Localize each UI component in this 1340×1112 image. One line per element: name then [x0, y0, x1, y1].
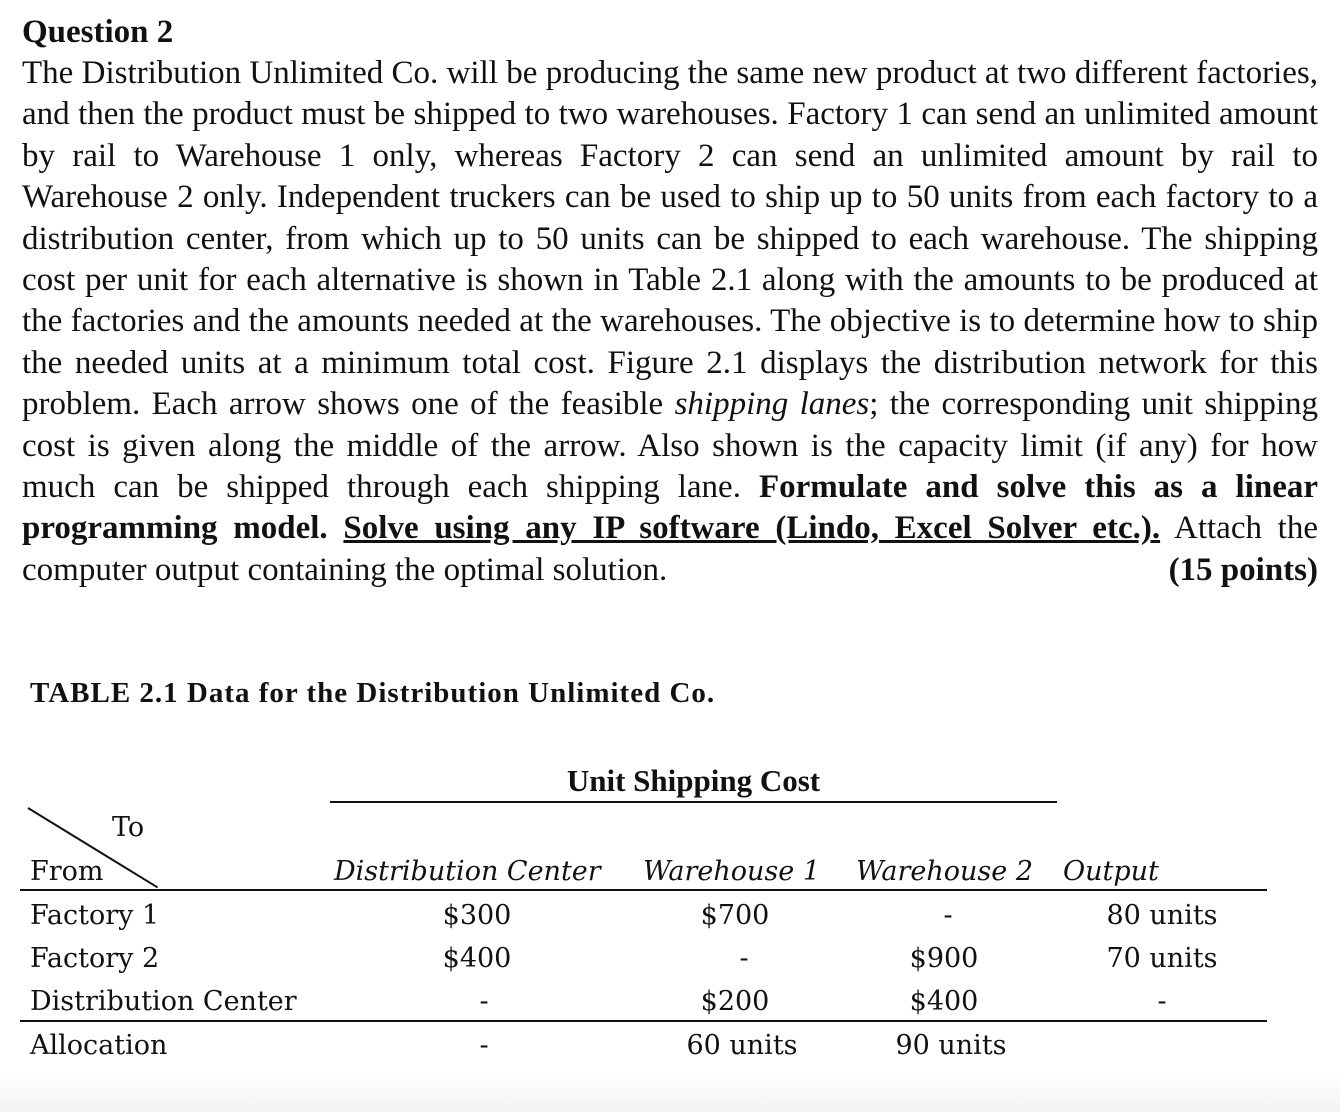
software-instruction: Solve using any IP software (Lindo, Excel Solver etc.).: [343, 510, 1161, 547]
shipping-lanes-term: shipping lanes: [674, 386, 870, 423]
cell-allocation-w2: 90 units: [895, 1030, 1007, 1061]
corner-to-label: To: [112, 812, 145, 843]
formulate-instruction: Formulate and solve this as a linear programming model.: [22, 469, 1319, 547]
row-label-factory-2: Factory 2: [30, 943, 160, 974]
col-header-warehouse-2: Warehouse 2: [856, 856, 1034, 887]
question-text-part-2: ; the corresponding unit shipping cost is given along the middle of the arrow. Also shown is the capacity limit (if any) for how much can be shipped through each shipping lane.: [22, 386, 1318, 506]
cell-factory-2-dc: $400: [442, 943, 512, 974]
cell-factory-1-w2: -: [943, 900, 953, 931]
cell-factory-2-w1: -: [739, 943, 749, 974]
cell-dc-dc: -: [479, 986, 489, 1017]
question-heading: Question 2: [22, 14, 174, 50]
cell-factory-1-dc: $300: [442, 900, 512, 931]
cell-factory-1-w1: $700: [700, 900, 770, 931]
question-text-part-1: The Distribution Unlimited Co. will be producing the same new product at two different factories, and then the product must be shipped to two warehouses. Factory 1 can send an unlimited amount by rail to Warehouse 1 only, whereas Factory 2 can send an unlimited amount by rail to Warehouse 2 only. Independent truckers can be used to ship up to 50 units from each factory to a distribution center, from which up to 50 units can be shipped to each warehouse. The shipping cost per unit for each alternative is shown in Table 2.1 along with the amounts to be produced at the factories and the amounts needed at the warehouses. The objective is to determine how to ship the needed units at a minimum total cost. Figure 2.1 displays the distribution network for this problem. Each arrow shows one of the feasible: [22, 55, 1318, 423]
col-header-distribution-center: Distribution Center: [334, 856, 601, 887]
cell-factory-1-output: 80 units: [1106, 900, 1218, 931]
corner-from-label: From: [30, 856, 104, 887]
table-title: TABLE 2.1 Data for the Distribution Unlimited Co.: [30, 677, 716, 709]
col-header-warehouse-1: Warehouse 1: [643, 856, 821, 887]
group-header-rule: [330, 801, 1057, 803]
col-header-output: Output: [1063, 856, 1159, 887]
cell-factory-2-output: 70 units: [1106, 943, 1218, 974]
question-text-part-3: Attach the computer output containing the optimal solution.: [22, 510, 1319, 588]
cell-allocation-w1: 60 units: [686, 1030, 798, 1061]
row-label-factory-1: Factory 1: [30, 900, 160, 931]
row-label-distribution-center: Distribution Center: [30, 986, 297, 1017]
question-text: [22, 53, 1318, 591]
cell-allocation-dc: -: [479, 1030, 489, 1061]
cell-dc-output: -: [1157, 986, 1167, 1017]
header-rule: [20, 889, 1267, 891]
cell-factory-2-w2: $900: [909, 943, 979, 974]
cell-dc-w1: $200: [700, 986, 770, 1017]
unit-shipping-cost-header: Unit Shipping Cost: [566, 763, 821, 798]
cell-dc-w2: $400: [909, 986, 979, 1017]
row-label-allocation: Allocation: [30, 1030, 168, 1061]
page-bottom-shade: [0, 1072, 1340, 1112]
points-label: (15 points): [1168, 551, 1318, 588]
allocation-rule: [20, 1020, 1267, 1022]
